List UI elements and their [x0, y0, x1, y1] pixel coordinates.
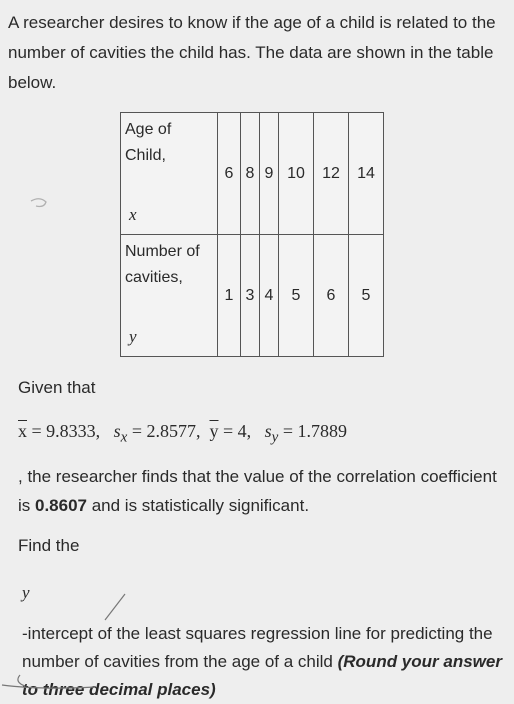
- variable-x: x: [129, 205, 137, 224]
- table-cell: 8: [241, 113, 260, 235]
- xbar-value: = 9.8333,: [27, 421, 101, 441]
- table-row-cavities: [121, 235, 384, 357]
- sx-symbol: s: [113, 421, 121, 441]
- table-row-age: [121, 113, 384, 235]
- sy-symbol: s: [264, 421, 272, 441]
- ybar-value: = 4,: [218, 421, 252, 441]
- finding-suffix: and is statistically significant.: [87, 496, 310, 515]
- variable-y: y: [129, 327, 137, 346]
- sy-value: = 1.7889: [278, 421, 347, 441]
- label-line: Number of: [125, 243, 200, 260]
- table-cell: 5: [349, 235, 384, 357]
- sx-subscript: x: [120, 429, 128, 446]
- table-cell: 3: [241, 235, 260, 357]
- table-cell: 12: [314, 113, 349, 235]
- problem-intro: A researcher desires to know if the age of a child is related to the number of cavities the child has. The data are shown in the table below.: [8, 13, 496, 92]
- table-cell: 10: [279, 113, 314, 235]
- rounding-instruction: (Round your answer to three decimal places): [22, 652, 502, 699]
- sx-value: = 2.8577,: [127, 421, 201, 441]
- label-line: Child,: [125, 147, 166, 164]
- sy-subscript: y: [271, 429, 279, 446]
- table-cell: 4: [260, 235, 279, 357]
- pen-mark-icon: [28, 196, 54, 212]
- ybar-symbol: $\overline{y}$: [209, 421, 219, 441]
- summary-statistics: [18, 421, 347, 447]
- row-label-cavities: [121, 235, 218, 357]
- table-cell: 14: [349, 113, 384, 235]
- label-line: Age of: [125, 121, 172, 138]
- correlation-value: 0.8607: [35, 496, 87, 515]
- xbar-symbol: $\overline{x}$: [18, 421, 27, 441]
- pen-mark-icon: [0, 590, 514, 700]
- label-line: cavities,: [125, 269, 183, 286]
- question-body: -intercept of the least squares regression line for predicting the number of cavities from the age of a child: [22, 624, 493, 671]
- table-cell: 6: [218, 113, 241, 235]
- table-cell: 5: [279, 235, 314, 357]
- table-cell: 9: [260, 113, 279, 235]
- y-variable: y: [22, 583, 30, 602]
- row-label-age: [121, 113, 218, 235]
- finding-prefix: , the researcher finds that the value of the correlation coefficient is: [18, 467, 497, 515]
- given-label: Given that: [18, 378, 96, 397]
- find-the-label: Find the: [18, 536, 80, 555]
- data-table: [120, 112, 384, 357]
- correlation-statement: [18, 462, 498, 520]
- table-cell: 6: [314, 235, 349, 357]
- table-cell: 1: [218, 235, 241, 357]
